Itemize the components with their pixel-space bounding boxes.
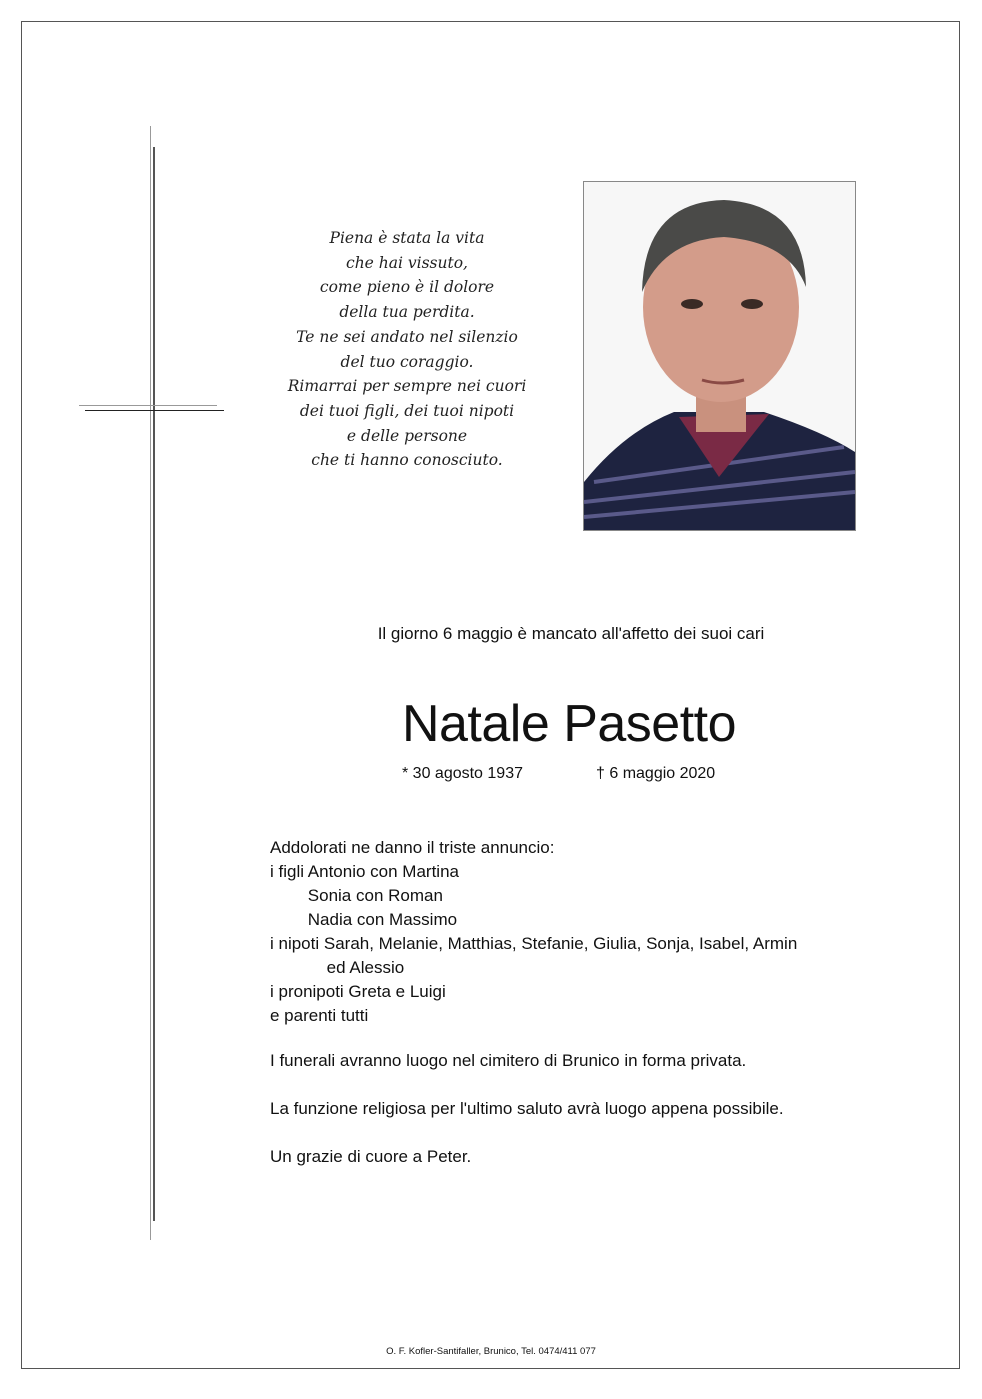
mourners-line: ed Alessio [270,958,405,977]
poem-line: del tuo coraggio. [340,352,474,371]
mourners-line: Nadia con Massimo [270,910,458,929]
deceased-name: Natale Pasetto [401,695,737,753]
thanks-note: Un grazie di cuore a Peter. [270,1147,472,1166]
mourners-list [270,836,797,1028]
poem-line: che hai vissuto, [346,253,468,272]
announcement-intro: Il giorno 6 maggio è mancato all'affetto dei suoi cari [377,624,765,643]
poem-line: Rimarrai per sempre nei cuori [287,377,527,396]
poem-line: come pieno è il dolore [319,278,495,297]
poem-line: dei tuoi figli, dei tuoi nipoti [299,401,515,420]
service-info: La funzione religiosa per l'ultimo saluto avrà luogo appena possibile. [270,1099,784,1118]
mourners-line: Addolorati ne danno il triste annuncio: [270,838,555,857]
poem-line: e delle persone [346,426,468,445]
funeral-info: I funerali avranno luogo nel cimitero di Brunico in forma privata. [270,1051,747,1070]
portrait-photo [583,181,856,531]
mourners-line: i figli Antonio con Martina [270,862,459,881]
mourners-line: i pronipoti Greta e Luigi [270,982,446,1001]
death-date: † 6 maggio 2020 [596,765,716,782]
poem [252,226,562,473]
poem-line: che ti hanno conosciuto. [311,451,503,470]
poem-line: Te ne sei andato nel silenzio [296,327,518,346]
mourners-line: e parenti tutti [270,1006,369,1025]
mourners-line: i nipoti Sarah, Melanie, Matthias, Stefanie, Giulia, Sonja, Isabel, Armin [270,934,798,953]
birth-date: * 30 agosto 1937 [402,765,523,782]
footer-credit: O. F. Kofler-Santifaller, Brunico, Tel. 0474/411 077 [386,1346,596,1357]
poem-line: Piena è stata la vita [329,229,485,247]
mourners-line: Sonia con Roman [270,886,443,905]
poem-line: della tua perdita. [339,303,475,322]
